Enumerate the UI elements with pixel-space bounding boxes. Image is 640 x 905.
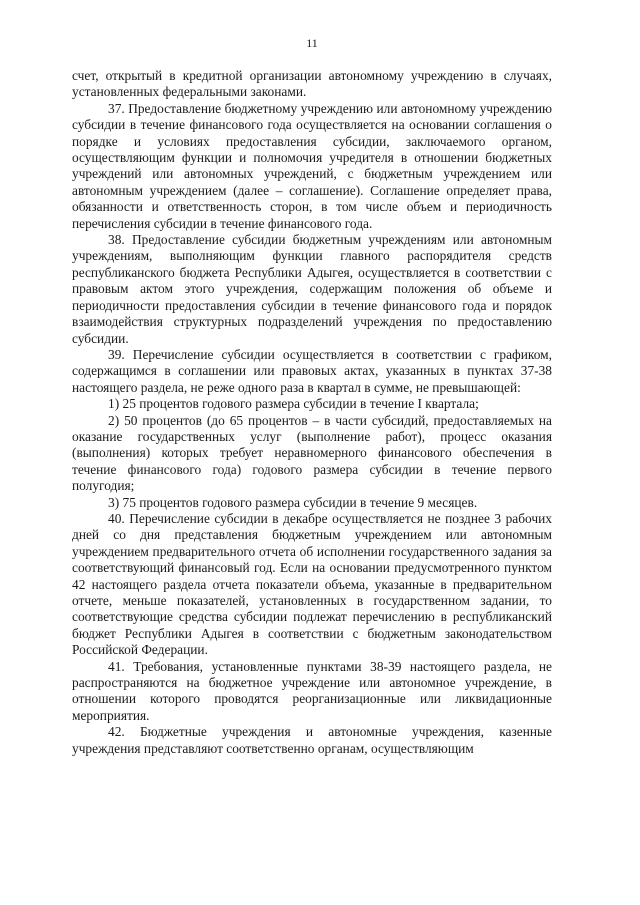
paragraph-41: 41. Требования, установленные пунктами 38-39 настоящего раздела, не распространяются на бюджетное учреждение или автономное учреждение, в отношении которого проводятся реорганизационные или ликвидационные мероприятия. [72,658,552,723]
paragraph-40: 40. Перечисление субсидии в декабре осуществляется не позднее 3 рабочих дней со дня представления бюджетным учреждением или автономным учреждением предварительного отчета об исполнении государственного задания за соответствующий финансовый год. Если на основании предусмотренного пунктом 42 настоящего раздела отчета показатели объема, указанные в предварительном отчете, меньше показателей, установленных в государственном задании, то соответствующие средства субсидии подлежат перечислению в республиканский бюджет Республики Адыгея в соответствии с бюджетным законодательством Российской Федерации. [72,510,552,658]
paragraph-42: 42. Бюджетные учреждения и автономные учреждения, казенные учреждения представляют соответственно органам, осуществляющим [72,724,552,756]
list-item-1: 1) 25 процентов годового размера субсидии в течение I квартала; [108,396,479,412]
paragraph-37: 37. Предоставление бюджетному учреждению или автономному учреждению субсидии в течение финансового года осуществляется на основании соглашения о порядке и условиях предоставления субсидии, заключаемого органом, осуществляющим функции и полномочия учредителя в отношении бюджетных учреждений или автономных учреждений, с бюджетным учреждением или автономным учреждением (далее – соглашение). Соглашение определяет права, обязанности и ответственность сторон, в том числе объем и периодичность перечисления субсидии в течение финансового года. [72,100,552,231]
paragraph-39: 39. Перечисление субсидии осуществляется в соответствии с графиком, содержащимся в соглашении или правовых актах, указанных в пунктах 37-38 настоящего раздела, не реже одного раза в квартал в сумме, не превышающей: [72,346,552,395]
list-item-3: 3) 75 процентов годового размера субсидии в течение 9 месяцев. [108,494,478,510]
paragraph-continuation: счет, открытый в кредитной организации автономному учреждению в случаях, установленных федеральными законами. [72,68,552,100]
page-number: 11 [306,36,318,50]
paragraph-38: 38. Предоставление субсидии бюджетным учреждениям или автономным учреждениям, выполняющим функции главного распорядителя средств республиканского бюджета Республики Адыгея, осуществляется в соответствии с правовым актом этого учреждения, содержащим положения об объеме и периодичности предоставления субсидии в течение финансового года и порядок взаимодействия структурных подразделений учреждения по предоставлению субсидии. [72,232,552,346]
list-item-2: 2) 50 процентов (до 65 процентов – в части субсидий, предоставляемых на оказание государственных услуг (выполнение работ), процесс оказания (выполнения) которых требует неравномерного финансового обеспечения в течение финансового года) годового размера субсидии в течение первого полугодия; [72,412,552,494]
